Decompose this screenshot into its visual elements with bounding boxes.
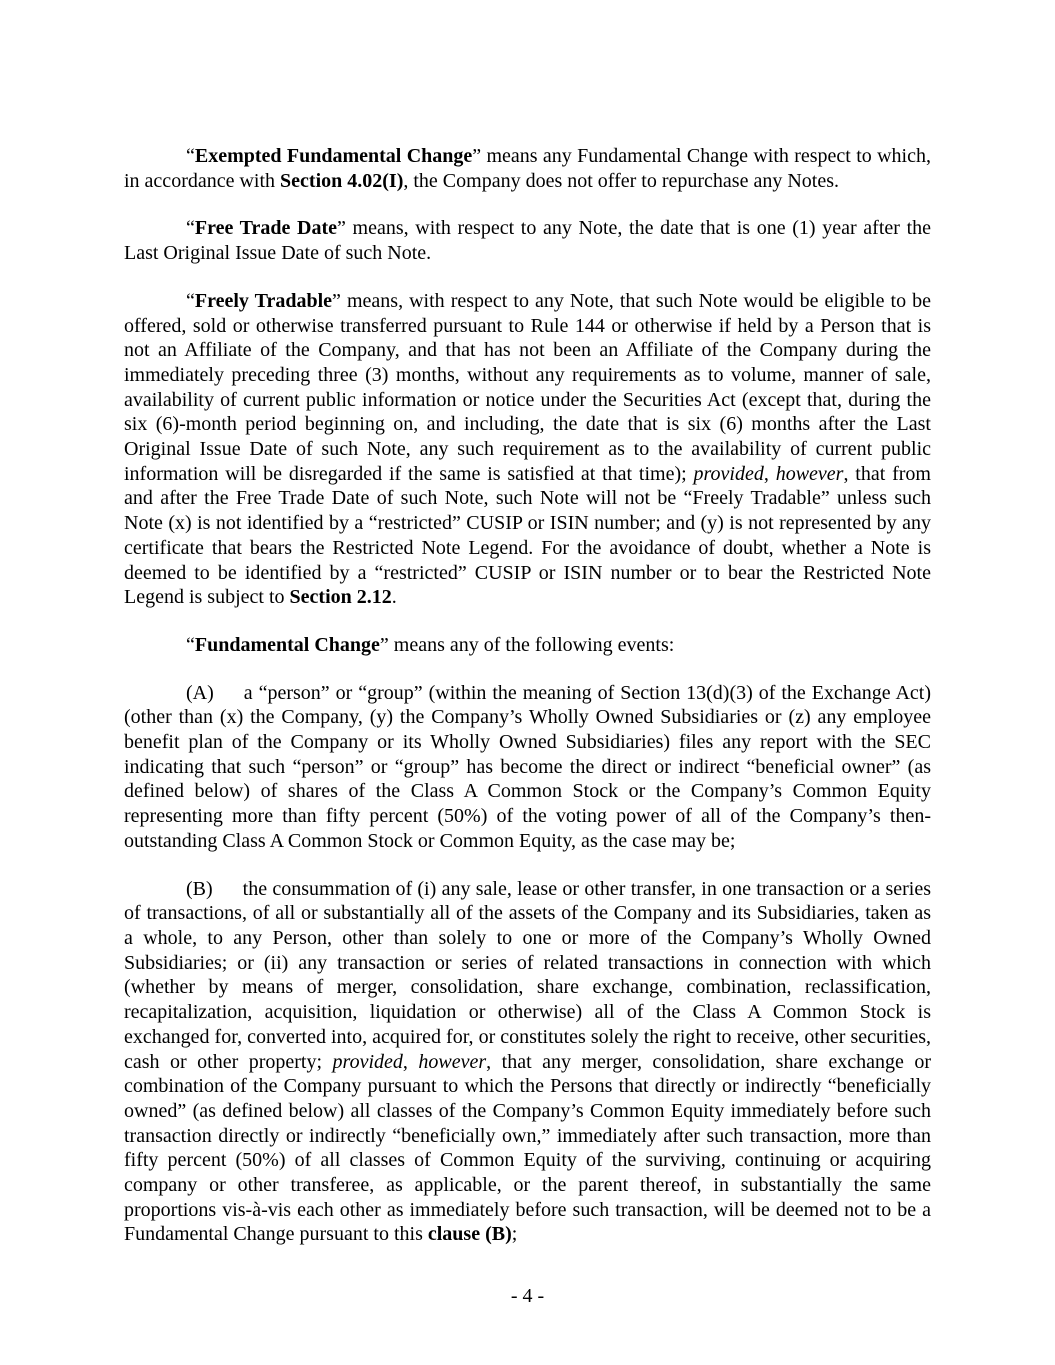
text-run: ” means any of the following events: [379, 633, 675, 656]
text-run: , that any merger, consolidation, share exchange or combination of the Company pursuant to which the Persons that directly or indirectly “beneficially owned” (as defined below) all classes of the Company’s Common Equity immediately before such transaction directly or indirectly “beneficially own,” immediately after such transaction, more than fifty percent (50%) of all classes of Common Equity of the surviving, continuing or acquiring company or other transferee, as applicable, or the parent thereof, in substantially the same proportions vis-à-vis each other as immediately before such transaction, will be deemed not to be a Fundamental Change pursuant to this [124, 1050, 932, 1246]
text-run: provided [332, 1050, 403, 1073]
text-run: the consummation of (i) any sale, lease or other transfer, in one transaction or a series of transactions, of all or substantially all of the assets of the Company and its Subsidiaries, taken as a whole, to any Person, other than solely to one or more of the Company’s Wholly Owned Subsidiaries; or (ii) any transaction or series of related transactions in connection with which (whether by means of merger, consolidation, share exchange, combination, reclassification, recapitalization, acquisition, liquidation or otherwise) all of the Class A Common Stock is exchanged for, converted into, acquired for, or constitutes solely the right to receive, other securities, cash or other property; [124, 877, 931, 1073]
text-run: (A) [186, 681, 214, 704]
text-run: ” means any Fundamental Change with respect to which, in accordance with [124, 145, 931, 192]
definition-freely-tradable [124, 289, 931, 610]
text-run: , that from and after the Free Trade Date of such Note, such Note will not be “Freely Tradable” unless such Note (x) is not identified by a “restricted” CUSIP or ISIN number; and (y) is not represented by any certificate that bears the Restricted Note Legend. For the avoidance of doubt, whether a Note is deemed to be identified by a “restricted” CUSIP or ISIN number or to bear the Restricted Note Legend is subject to [124, 462, 931, 609]
fundamental-change-clause-b [124, 877, 931, 1248]
text-run: ; [511, 1223, 518, 1246]
tab-space [213, 894, 243, 895]
document-body [124, 144, 931, 1247]
text-run: a “person” or “group” (within the meaning of Section 13(d)(3) of the Exchange Act) (other than (x) the Company, (y) the Company’s Wholly Owned Subsidiaries or (z) any employee benefit plan of the Company or its Wholly Owned Subsidiaries) files any report with the SEC indicating that such “person” or “group” has become the direct or indirect “beneficial owner” (as defined below) of shares of the Class A Common Stock or the Company’s Common Equity representing more than fifty percent (50%) of the voting power of all of the Company’s then-outstanding Class A Common Stock or Common Equity, as the case may be; [124, 681, 931, 852]
fundamental-change-clause-a [124, 681, 931, 854]
definition-free-trade-date [124, 216, 931, 265]
text-run: Fundamental Change [194, 633, 380, 656]
text-run: however [775, 462, 844, 485]
text-run: Exempted Fundamental Change [194, 145, 473, 167]
text-run: , [763, 462, 776, 485]
text-run: ” means, with respect to any Note, that such Note would be eligible to be offered, sold or otherwise transferred pursuant to Rule 144 or otherwise if held by a Person that is not an Affiliate of the Company, and that has not been an Affiliate of the Company during the immediately preceding three (3) months, without any requirements as to volume, manner of sale, availability of current public information or notice under the Securities Act (except that, during the six (6)-month period beginning on, and including, the date that is six (6) months after the Last Original Issue Date of such Note, any such requirement as to the availability of current public information will be disregarded if the same is satisfied at that time); [124, 289, 932, 485]
tab-space [214, 698, 244, 699]
text-run: however [418, 1050, 487, 1073]
text-run: Free Trade Date [194, 217, 338, 240]
text-run: “ [186, 289, 195, 312]
text-run: , [402, 1050, 419, 1073]
text-run: “ [186, 145, 195, 167]
text-run: Freely Tradable [194, 289, 333, 312]
text-run: clause (B) [427, 1223, 512, 1246]
text-run: (B) [186, 877, 213, 900]
text-run: , the Company does not offer to repurchase any Notes. [403, 169, 839, 192]
text-run: Section 2.12 [289, 586, 392, 609]
definition-exempted-fundamental-change [124, 144, 931, 193]
text-run: ” means, with respect to any Note, the date that is one (1) year after the Last Original Issue Date of such Note. [124, 217, 931, 265]
text-run: “ [186, 633, 195, 656]
text-run: provided [693, 462, 764, 485]
text-run: “ [186, 217, 195, 240]
text-run: Section 4.02(I) [280, 169, 404, 192]
text-run: . [391, 586, 397, 609]
page-number: - 4 - [510, 1285, 545, 1308]
definition-fundamental-change [124, 633, 931, 658]
